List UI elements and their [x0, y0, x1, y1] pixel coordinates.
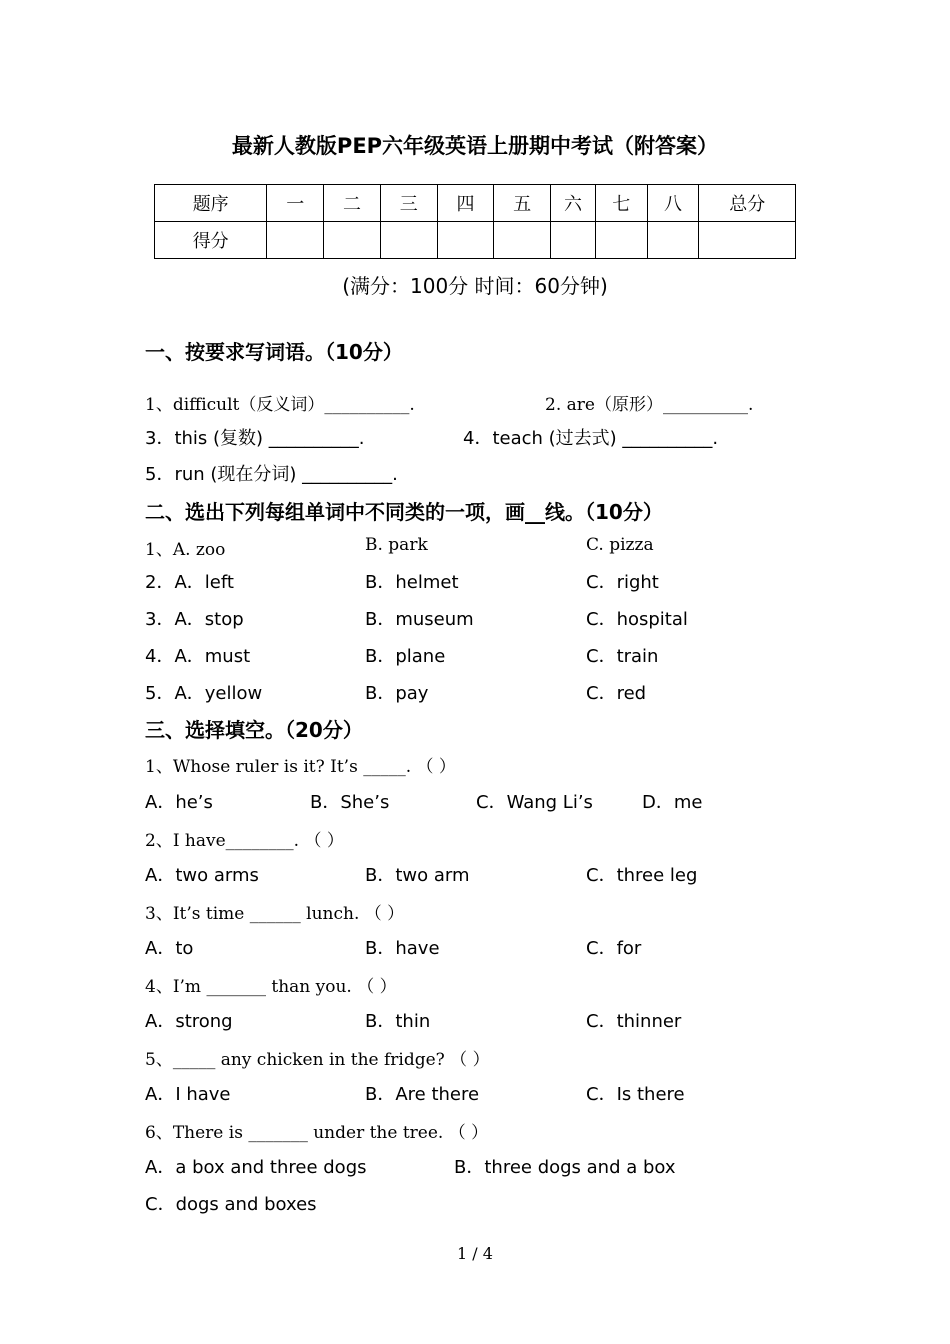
option-b: B. park — [365, 535, 428, 555]
option-a: 5．A．yellow — [145, 683, 263, 704]
section2-row-2 — [145, 568, 845, 596]
option-a: 3．A．stop — [145, 609, 244, 630]
section3-q6-options-2 — [145, 1190, 845, 1218]
option-a: A．strong — [145, 1011, 233, 1032]
score-header-cell: 六 — [551, 185, 596, 222]
score-table-header-row — [155, 185, 796, 222]
option-c: C．red — [586, 683, 647, 704]
question-text: 1、Whose ruler is it? It’s _____. （ ） — [145, 757, 456, 777]
option-b: B．Are there — [365, 1084, 480, 1105]
section1-q5: 5．run (现在分词) __________. — [145, 464, 398, 485]
score-header-cell: 总分 — [699, 185, 796, 222]
section1-heading: 一、按要求写词语。（10分） — [145, 340, 403, 364]
section3-q3-options — [145, 934, 845, 962]
score-header-cell: 七 — [595, 185, 647, 222]
option-c: C. pizza — [586, 535, 654, 555]
section2-row-3 — [145, 605, 845, 633]
option-a: A．to — [145, 938, 194, 959]
section1-q3: 3．this (复数) __________. — [145, 428, 365, 449]
score-cell[interactable] — [699, 222, 796, 259]
score-table — [154, 184, 796, 259]
page-number: 1 / 4 — [457, 1244, 493, 1263]
question-text: 6、There is _______ under the tree. （ ） — [145, 1123, 489, 1143]
option-c: C．Is there — [586, 1084, 685, 1105]
section3-q1-options — [145, 788, 845, 816]
option-c: C．train — [586, 646, 659, 667]
option-c: C．dogs and boxes — [145, 1194, 317, 1215]
score-cell[interactable] — [494, 222, 551, 259]
section3-q3-question — [145, 899, 845, 927]
score-cell[interactable] — [324, 222, 381, 259]
score-cell[interactable] — [380, 222, 437, 259]
page-title: 最新人教版PEP六年级英语上册期中考试（附答案） — [231, 134, 719, 158]
section2-heading: 二、选出下列每组单词中不同类的一项，画__线。（10分） — [145, 500, 663, 524]
option-b: B．thin — [365, 1011, 431, 1032]
question-text: 4、I’m _______ than you. （ ） — [145, 977, 397, 997]
section3-q2-question — [145, 826, 845, 854]
option-b: B．helmet — [365, 572, 459, 593]
section3-q2-options — [145, 861, 845, 889]
option-c: C．for — [586, 938, 642, 959]
section1-q4: 4．teach (过去式) __________. — [463, 428, 719, 449]
section3-heading: 三、选择填空。（20分） — [145, 718, 363, 742]
option-a: 2．A．left — [145, 572, 234, 593]
section3-q1-question — [145, 752, 845, 780]
option-c: C．right — [586, 572, 659, 593]
option-a: A．a box and three dogs — [145, 1157, 367, 1178]
option-b: B．pay — [365, 683, 429, 704]
option-a: A．two arms — [145, 865, 259, 886]
score-row-label: 得分 — [155, 222, 267, 259]
question-text: 3、It’s time ______ lunch. （ ） — [145, 904, 405, 924]
section3-q4-question — [145, 972, 845, 1000]
section2-row-4 — [145, 642, 845, 670]
section3-q5-question — [145, 1045, 845, 1073]
score-header-cell: 一 — [267, 185, 324, 222]
full-score-info: (满分：100分 时间：60分钟) — [342, 274, 608, 298]
option-b: B．plane — [365, 646, 446, 667]
section3-q6-options — [145, 1153, 845, 1181]
section3-q5-options — [145, 1080, 845, 1108]
option-b: B．have — [365, 938, 440, 959]
section1-row-1 — [145, 390, 845, 418]
score-header-cell: 五 — [494, 185, 551, 222]
section1-q2: 2. are（原形）__________. — [545, 395, 754, 415]
section1-row-2 — [145, 424, 845, 452]
section3-q6-question — [145, 1118, 845, 1146]
option-d: D．me — [642, 792, 703, 813]
score-cell[interactable] — [647, 222, 699, 259]
section2-row-1 — [145, 535, 845, 563]
score-table-score-row — [155, 222, 796, 259]
option-b: B．two arm — [365, 865, 470, 886]
section2-row-5 — [145, 679, 845, 707]
score-header-cell: 题序 — [155, 185, 267, 222]
score-header-cell: 四 — [437, 185, 494, 222]
option-c: C．thinner — [586, 1011, 682, 1032]
score-header-cell: 二 — [324, 185, 381, 222]
score-cell[interactable] — [595, 222, 647, 259]
option-a: A．he’s — [145, 792, 213, 813]
question-text: 2、I have________. （ ） — [145, 831, 344, 851]
option-a: A．I have — [145, 1084, 231, 1105]
score-cell[interactable] — [551, 222, 596, 259]
question-text: 5、_____ any chicken in the fridge? （ ） — [145, 1050, 490, 1070]
score-cell[interactable] — [267, 222, 324, 259]
score-header-cell: 八 — [647, 185, 699, 222]
section1-row-3 — [145, 460, 845, 488]
option-b: B．three dogs and a box — [454, 1157, 676, 1178]
option-b: B．She’s — [310, 792, 390, 813]
section1-q1: 1、difficult（反义词）__________. — [145, 395, 415, 415]
option-a: 1、A. zoo — [145, 540, 226, 560]
option-b: B．museum — [365, 609, 474, 630]
option-a: 4．A．must — [145, 646, 251, 667]
option-c: C．three leg — [586, 865, 698, 886]
score-cell[interactable] — [437, 222, 494, 259]
score-header-cell: 三 — [380, 185, 437, 222]
option-c: C．Wang Li’s — [476, 792, 593, 813]
section3-q4-options — [145, 1007, 845, 1035]
option-c: C．hospital — [586, 609, 688, 630]
